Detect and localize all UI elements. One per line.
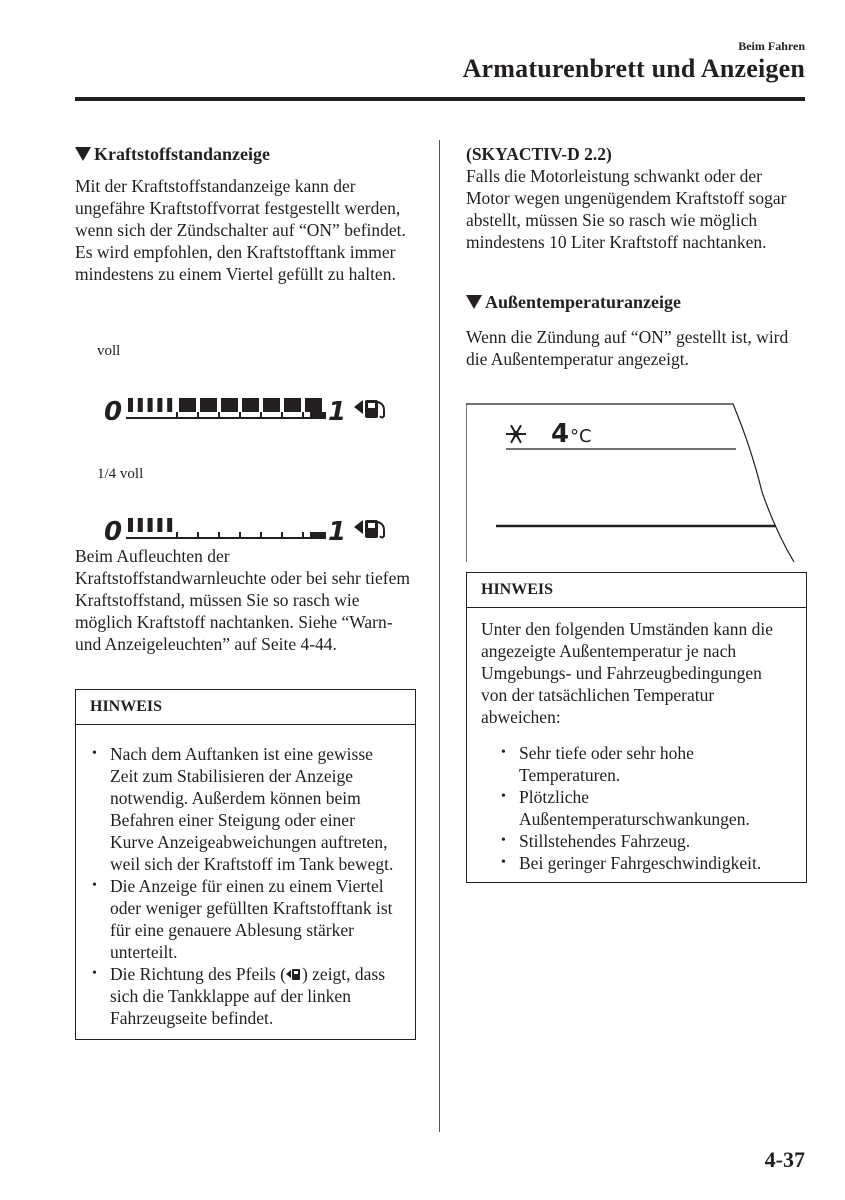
temperature-section [466,290,806,370]
gauge-bar-large [221,398,238,412]
gauge-bar-large [179,398,196,412]
gauge-empty-mark: 0 [104,517,123,547]
gauge-bar-small [167,398,172,412]
fuel-warning-block [75,545,415,655]
triangle-bullet-icon [466,295,482,309]
fuel-pump-arrow-icon [354,400,384,418]
fuel-gauge-quarter [104,510,408,550]
skyactiv-heading: (SKYACTIV-D 2.2) [466,144,612,164]
list-item: • Plötzliche Außentemperaturschwankungen. [499,786,792,830]
temperature-display [466,392,801,564]
gauge-bar-large [305,398,322,412]
list-item: • Stillstehendes Fahrzeug. [499,830,792,852]
gauge-empty-mark: 0 [104,397,123,427]
gauge-segments [128,518,326,539]
header-rule [75,97,805,101]
gauge-bar-small [138,398,143,412]
chapter-label: Beim Fahren [738,39,805,53]
fuel-section [75,142,415,285]
skyactiv-block [466,143,806,253]
fuel-pump-arrow-icon [354,520,384,538]
temperature-section-title: Außentemperaturanzeige [466,290,806,314]
skyactiv-text: Falls die Motorleistung schwankt oder der Motor wegen ungenügendem Kraftstoff sogar abstellt, müssen Sie so rasch wie möglich mindestens 10 Liter Kraftstoff nachtanken. [466,166,787,252]
list-item: • Bei geringer Fahrgeschwindigkeit. [499,852,792,874]
gauge-bar-small [148,518,153,532]
gauge-bar-small [128,518,133,532]
gauge-bar-small [138,518,143,532]
gauge-bar-small [148,398,153,412]
note-intro: Unter den folgenden Umständen kann die angezeigte Außentemperatur je nach Umgebungs- und Fahrzeugbedingungen von der tatsächlichen Temperatur abweichen: [481,619,774,727]
fuel-warning-text: Beim Aufleuchten der Kraftstoffstandwarnleuchte oder bei sehr tiefem Kraftstoffstand, müssen Sie so rasch wie möglich Kraftstoff nachtanken. Siehe “Warn- und Anzeigeleuchten” auf Seite 4-44. [75,546,410,654]
temperature-unit: °C [570,426,592,447]
gauge-bar-large [263,398,280,412]
gauge-full-mark: 1 [328,397,347,427]
fuel-intro-text: Mit der Kraftstoffstandanzeige kann der ungefähre Kraftstoffvorrat festgestellt werden, wenn sich der Zündschalter auf “ON” befindet. Es wird empfohlen, den Kraftstofftank immer mindestens zu einem Viertel gefüllt zu halten. [75,176,406,284]
note-heading: HINWEIS [76,690,415,725]
note-list [90,743,401,1029]
page-number: 4-37 [764,1147,805,1172]
note-list [481,742,792,874]
fuel-gauge-full [104,390,408,430]
gauge-bar-small [157,398,162,412]
gauge-bar-large [242,398,259,412]
gauge-bar-small [157,518,162,532]
gauge-bar-small [167,518,172,532]
gauge-segments [128,398,326,419]
page-title: Armaturenbrett und Anzeigen [462,54,805,83]
gauge-full-mark: 1 [328,517,347,547]
temperature-intro-text: Wenn die Zündung auf “ON” gestellt ist, wird die Außentemperatur angezeigt. [466,327,789,369]
gauge-quarter-label: 1/4 voll [97,466,144,482]
gauge-full-label: voll [97,343,121,359]
gauge-bar-small [128,398,133,412]
fuel-note-box [75,689,416,1040]
list-item: • Die Richtung des Pfeils ( ) zeigt, dass sich die Tankklappe auf der linken Fahrzeugseite befindet. [90,963,401,1029]
note-heading: HINWEIS [467,573,806,608]
triangle-bullet-icon [75,147,91,161]
temperature-value: 4 [551,419,570,449]
temperature-note-box [466,572,807,883]
list-item: • Die Anzeige für einen zu einem Viertel oder weniger gefüllten Kraftstofftank ist für eine genauere Ablesung stärker unterteilt. [90,875,401,963]
column-divider [439,140,440,1132]
fuel-section-title: Kraftstoffstandanzeige [75,142,415,166]
fuel-pump-arrow-icon [286,967,302,982]
gauge-bar-large [284,398,301,412]
gauge-bar-large [200,398,217,412]
list-item: • Nach dem Auftanken ist eine gewisse Zeit zum Stabilisieren der Anzeige notwendig. Außerdem können beim Befahren einer Steigung oder einer Kurve Anzeigeabweichungen auftreten, weil sich der Kraftstoff im Tank bewegt. [90,743,401,875]
snowflake-icon [506,425,526,442]
list-item: • Sehr tiefe oder sehr hohe Temperaturen. [499,742,792,786]
